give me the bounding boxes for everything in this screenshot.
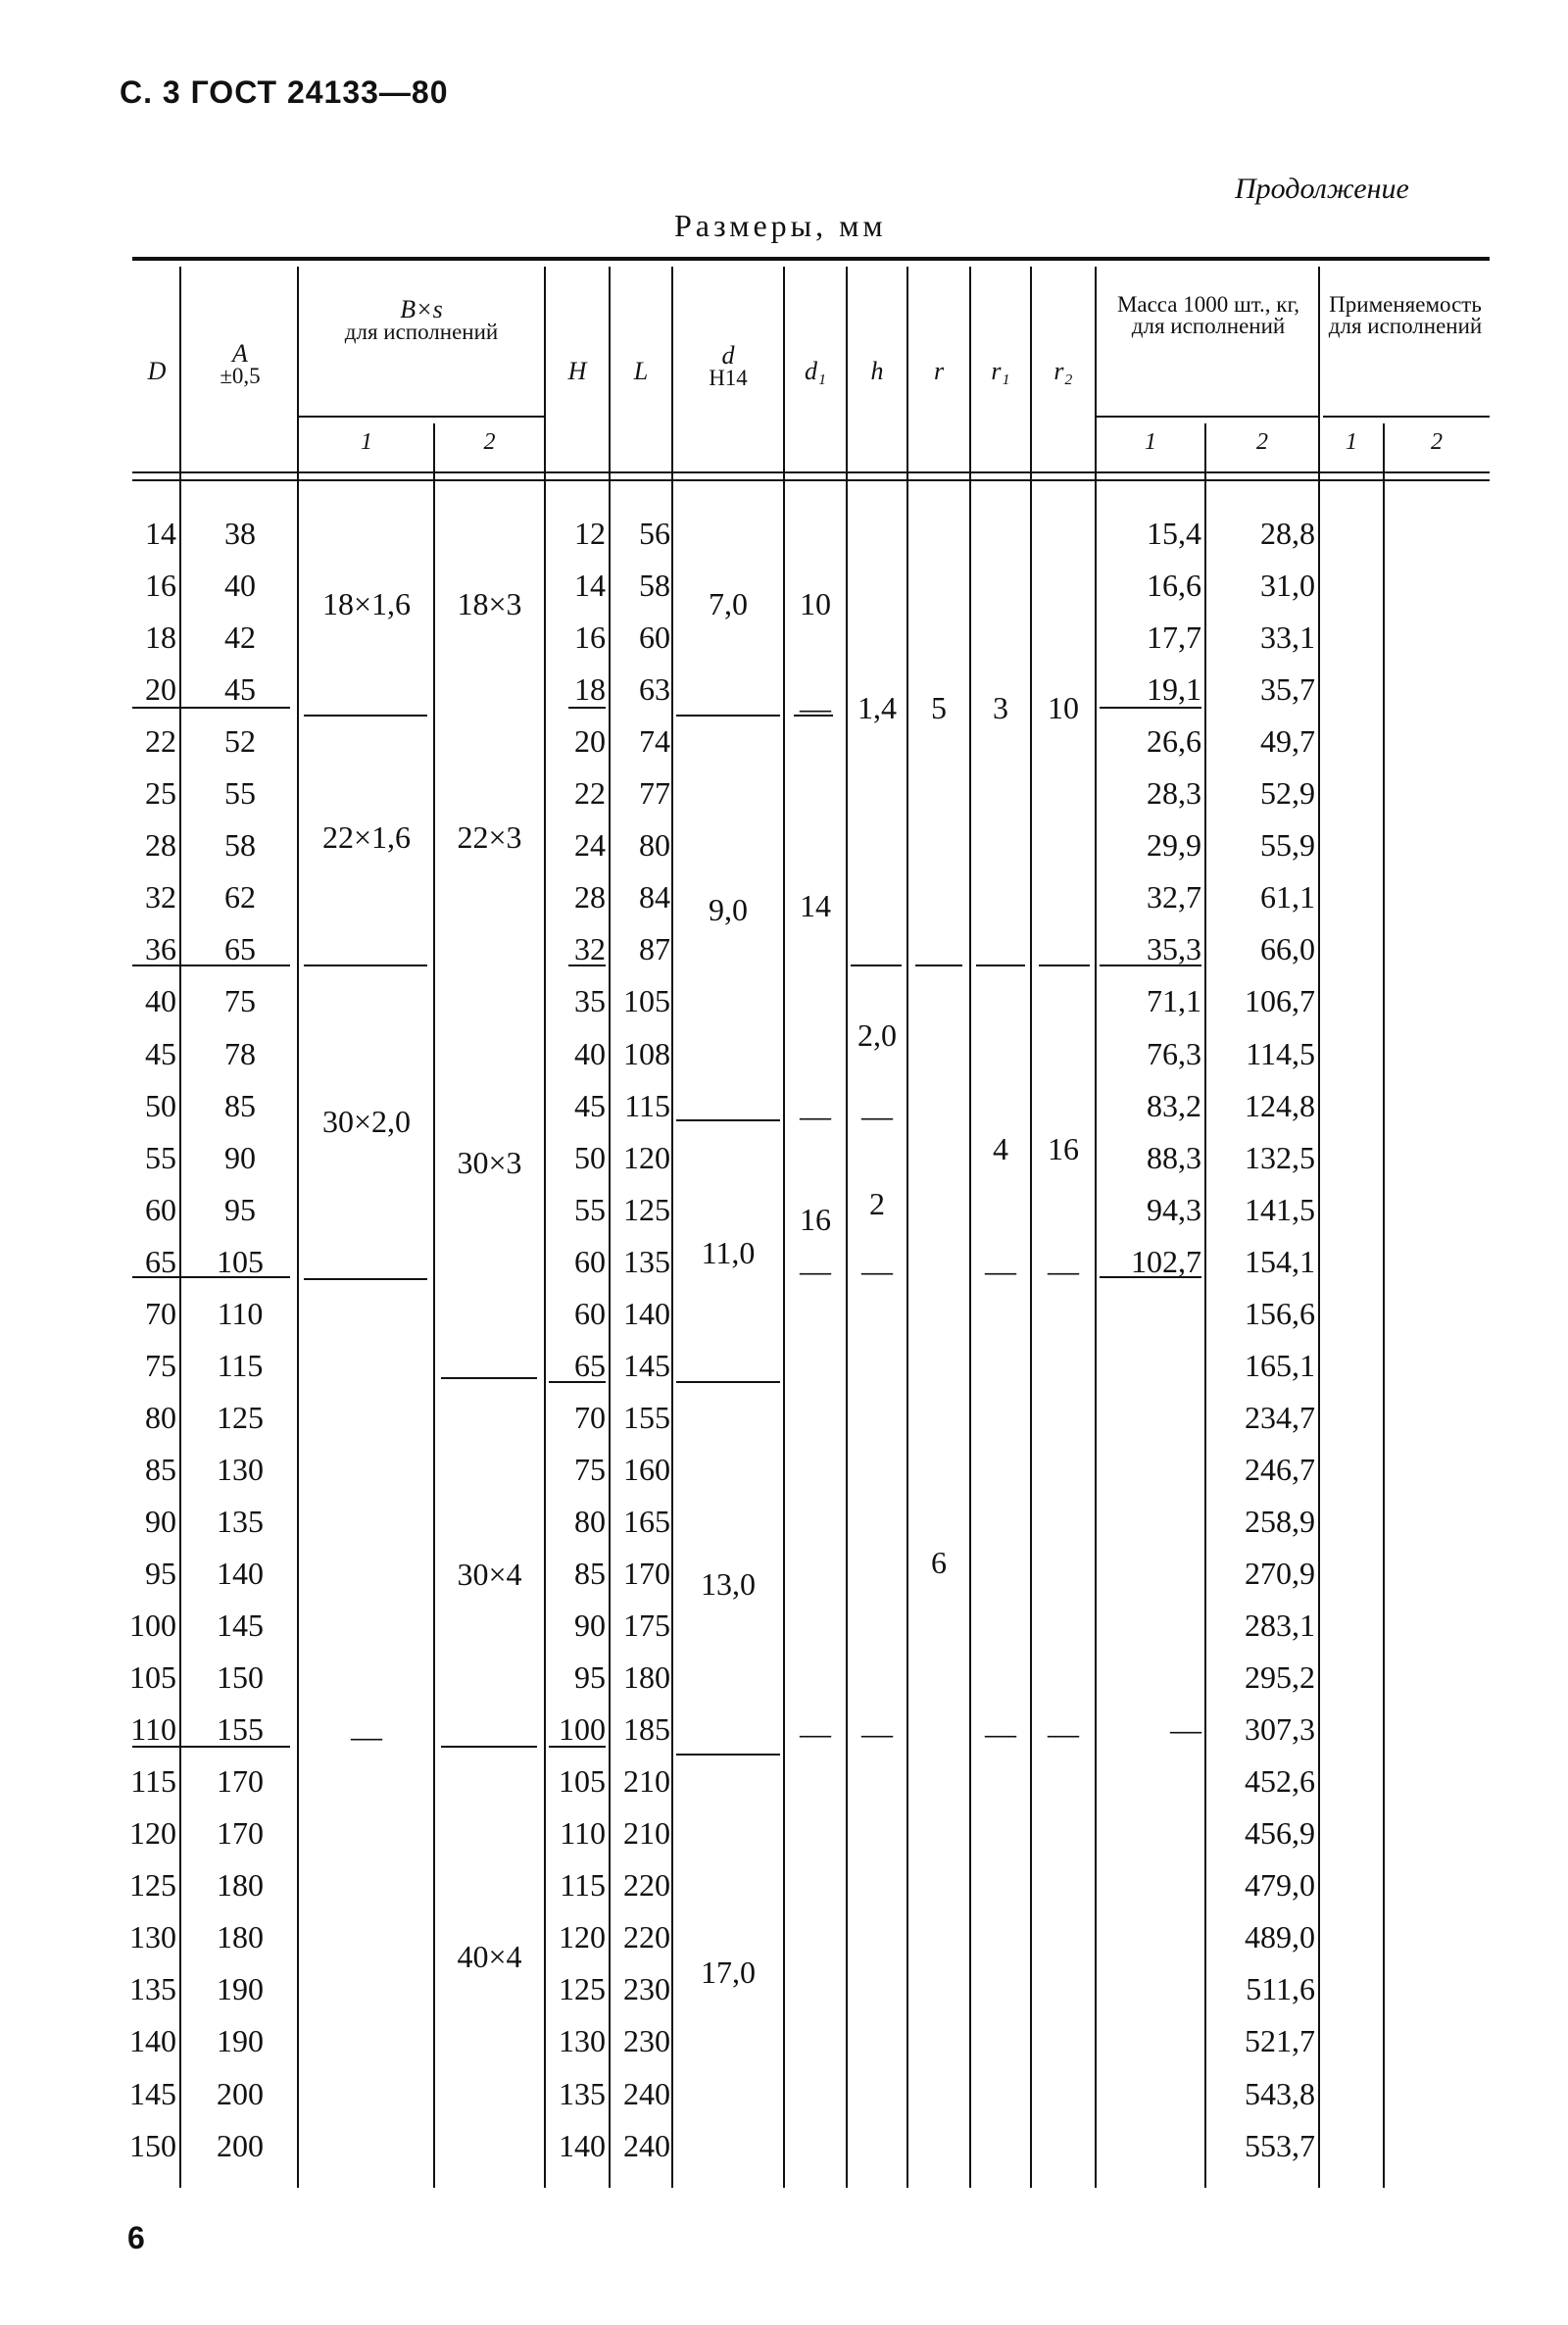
cell-mass-1: 19,1 [1147,671,1201,707]
cell-D: 18 [145,619,176,655]
cell-L: 145 [623,1348,670,1383]
cell-D: 60 [145,1192,176,1227]
cell-H: 16 [574,619,606,655]
cell-L: 230 [623,2023,670,2058]
header-L: L [633,357,649,385]
bs1-group-c: 30×2,0 [321,1104,412,1139]
cell-L: 175 [623,1608,670,1643]
cell-L: 115 [624,1088,670,1123]
cell-H: 24 [574,827,606,863]
r2-group-c-dash: — [1048,1715,1079,1751]
cell-mass-1: 83,2 [1147,1088,1201,1123]
r-group-b: 6 [931,1545,947,1580]
cell-D: 32 [145,879,176,915]
cell-H: 80 [574,1504,606,1539]
cell-D: 75 [145,1348,176,1383]
cell-A: 65 [224,931,256,966]
header-A [186,339,294,388]
header-r1: r₁ [991,357,1010,385]
cell-L: 120 [623,1140,670,1175]
header-d-tolerance: H14 [709,366,748,390]
header-A-tolerance: ±0,5 [220,364,261,388]
continuation-label: Продолжение [1235,173,1409,205]
cell-L: 160 [623,1452,670,1487]
cell-A: 200 [217,2128,264,2163]
header-Bs-sub2: 2 [483,429,496,455]
h-group-c-dash: — [861,1253,893,1288]
cell-H: 60 [574,1296,606,1331]
cell-H: 12 [574,516,606,551]
header-Bs [314,295,529,344]
cell-L: 140 [623,1296,670,1331]
cell-mass-2: 456,9 [1245,1815,1315,1851]
cell-H: 18 [574,671,606,707]
cell-mass-1: 28,3 [1147,775,1201,811]
header-Bs-text: для исполнений [344,320,499,344]
cell-L: 77 [639,775,670,811]
cell-A: 40 [224,568,256,603]
cell-H: 95 [574,1659,606,1695]
cell-L: 105 [623,983,670,1018]
cell-H: 32 [574,931,606,966]
cell-D: 65 [145,1244,176,1279]
cell-A: 115 [217,1348,264,1383]
cell-A: 75 [224,983,256,1018]
header-r2: r₂ [1054,357,1073,385]
cell-A: 90 [224,1140,256,1175]
cell-A: 140 [217,1556,264,1591]
d1-group-b: 14 [800,888,831,923]
cell-mass-2: 543,8 [1245,2076,1315,2111]
cell-D: 115 [130,1763,176,1799]
cell-D: 105 [129,1659,176,1695]
bs2-group-c: 30×3 [457,1145,522,1180]
cell-L: 155 [623,1400,670,1435]
cell-H: 45 [574,1088,606,1123]
bs2-group-e: 40×4 [457,1939,522,1974]
cell-H: 50 [574,1140,606,1175]
cell-mass-1: 94,3 [1147,1192,1201,1227]
d-group-b: 9,0 [709,892,748,927]
cell-A: 130 [217,1452,264,1487]
cell-mass-2: 35,7 [1260,671,1315,707]
cell-L: 108 [623,1036,670,1071]
cell-D: 125 [129,1867,176,1903]
header-A-symbol: A [232,339,248,368]
cell-D: 95 [145,1556,176,1591]
r-group-a: 5 [931,690,947,725]
cell-D: 14 [145,516,176,551]
cell-mass-2: 31,0 [1260,568,1315,603]
r1-group-b: 4 [993,1131,1008,1166]
cell-mass-1: 76,3 [1147,1036,1201,1071]
cell-D: 140 [129,2023,176,2058]
r1-group-b-dash: — [985,1253,1016,1288]
d1-group-d-dash: — [800,1715,831,1751]
cell-mass-1: 29,9 [1147,827,1201,863]
cell-L: 180 [623,1659,670,1695]
cell-mass-2: 33,1 [1260,619,1315,655]
cell-D: 20 [145,671,176,707]
cell-L: 135 [623,1244,670,1279]
cell-A: 45 [224,671,256,707]
cell-D: 145 [129,2076,176,2111]
cell-D: 22 [145,723,176,759]
cell-mass-2: 66,0 [1260,931,1315,966]
cell-A: 110 [217,1296,264,1331]
cell-H: 90 [574,1608,606,1643]
cell-D: 110 [130,1711,176,1747]
r1-group-c-dash: — [985,1715,1016,1751]
cell-L: 63 [639,671,670,707]
cell-L: 80 [639,827,670,863]
cell-H: 70 [574,1400,606,1435]
cell-mass-2: 52,9 [1260,775,1315,811]
r2-group-b-dash: — [1048,1253,1079,1288]
r1-group-a: 3 [993,690,1008,725]
cell-H: 120 [559,1919,606,1954]
cell-H: 35 [574,983,606,1018]
header-h: h [870,357,884,385]
header-applicability-sub2: 2 [1431,429,1443,455]
d-group-d: 13,0 [701,1566,756,1602]
cell-mass-2: 61,1 [1260,879,1315,915]
cell-D: 90 [145,1504,176,1539]
d1-group-c-dash: — [800,1253,831,1288]
header-mass-sub1: 1 [1145,429,1156,455]
cell-mass-2: 553,7 [1245,2128,1315,2163]
cell-H: 60 [574,1244,606,1279]
cell-A: 190 [217,1971,264,2006]
cell-A: 180 [217,1919,264,1954]
cell-D: 55 [145,1140,176,1175]
cell-L: 58 [639,568,670,603]
cell-L: 220 [623,1867,670,1903]
document-code: С. 3 ГОСТ 24133—80 [120,74,449,110]
header-applicability-sub1: 1 [1346,429,1357,455]
cell-L: 74 [639,723,670,759]
cell-D: 50 [145,1088,176,1123]
cell-L: 220 [623,1919,670,1954]
cell-mass-2: 283,1 [1245,1608,1315,1643]
cell-mass-2: 307,3 [1245,1711,1315,1747]
cell-H: 110 [560,1815,606,1851]
cell-H: 140 [559,2128,606,2163]
cell-A: 58 [224,827,256,863]
cell-mass-2: 270,9 [1245,1556,1315,1591]
cell-H: 14 [574,568,606,603]
cell-L: 240 [623,2076,670,2111]
cell-H: 85 [574,1556,606,1591]
cell-D: 85 [145,1452,176,1487]
cell-mass-2: 234,7 [1245,1400,1315,1435]
cell-mass-1: 16,6 [1147,568,1201,603]
cell-D: 135 [129,1971,176,2006]
cell-D: 16 [145,568,176,603]
cell-A: 170 [217,1815,264,1851]
cell-L: 87 [639,931,670,966]
cell-mass-1: 71,1 [1147,983,1201,1018]
cell-A: 95 [224,1192,256,1227]
cell-mass-2: 511,6 [1246,1971,1315,2006]
cell-A: 190 [217,2023,264,2058]
cell-D: 25 [145,775,176,811]
header-D: D [147,357,167,385]
cell-mass-2: 114,5 [1246,1036,1315,1071]
header-d1: d₁ [804,357,827,385]
cell-A: 155 [217,1711,264,1747]
header-H: H [567,357,587,385]
d1-group-a: 10 [800,586,831,621]
cell-mass-2: 489,0 [1245,1919,1315,1954]
units-caption: Размеры, мм [674,208,887,243]
cell-H: 22 [574,775,606,811]
header-d-symbol: d [721,341,735,370]
cell-L: 165 [623,1504,670,1539]
cell-L: 240 [623,2128,670,2163]
cell-A: 55 [224,775,256,811]
cell-H: 28 [574,879,606,915]
d-group-e: 17,0 [701,1954,756,1990]
header-Bs-sub1: 1 [361,429,372,455]
cell-A: 85 [224,1088,256,1123]
h-group-d-dash: — [861,1715,893,1751]
cell-mass-2: 49,7 [1260,723,1315,759]
cell-A: 180 [217,1867,264,1903]
bs1-group-d: — [351,1718,382,1754]
cell-L: 125 [623,1192,670,1227]
header-d [672,341,784,390]
d-group-a: 7,0 [709,586,748,621]
cell-A: 62 [224,879,256,915]
cell-mass-2: 154,1 [1245,1244,1315,1279]
cell-H: 20 [574,723,606,759]
header-applicability: Применяемость для исполнений [1328,292,1483,338]
r2-group-a: 10 [1048,690,1079,725]
cell-H: 130 [559,2023,606,2058]
cell-D: 28 [145,827,176,863]
cell-mass-1: 88,3 [1147,1140,1201,1175]
cell-D: 36 [145,931,176,966]
header-Bs-symbol: B×s [400,295,443,323]
h-group-b-dash: — [861,1098,893,1133]
cell-A: 42 [224,619,256,655]
cell-D: 100 [129,1608,176,1643]
d1-group-b-dash: — [800,1098,831,1133]
h-group-c: 2 [869,1186,885,1221]
cell-mass-2: 156,6 [1245,1296,1315,1331]
cell-mass-2: 521,7 [1245,2023,1315,2058]
cell-D: 130 [129,1919,176,1954]
cell-mass-2: 106,7 [1245,983,1315,1018]
cell-D: 80 [145,1400,176,1435]
cell-H: 125 [559,1971,606,2006]
d1-group-c: 16 [800,1202,831,1237]
cell-L: 56 [639,516,670,551]
cell-mass-2: 295,2 [1245,1659,1315,1695]
cell-mass-1: 32,7 [1147,879,1201,915]
cell-H: 135 [559,2076,606,2111]
cell-mass-1: 35,3 [1147,931,1201,966]
cell-A: 145 [217,1608,264,1643]
cell-L: 170 [623,1556,670,1591]
cell-H: 40 [574,1036,606,1071]
d-group-c: 11,0 [701,1235,756,1270]
bs1-group-b: 22×1,6 [321,819,412,855]
cell-A: 38 [224,516,256,551]
bs2-group-b: 22×3 [457,819,522,855]
cell-mass-2: 479,0 [1245,1867,1315,1903]
cell-mass-2: 452,6 [1245,1763,1315,1799]
cell-mass-1: 102,7 [1131,1244,1201,1279]
cell-mass-2: 132,5 [1245,1140,1315,1175]
cell-A: 52 [224,723,256,759]
d1-group-a-dash: — [800,690,831,725]
cell-H: 75 [574,1452,606,1487]
cell-mass-1: 15,4 [1147,516,1201,551]
cell-mass-2: 165,1 [1245,1348,1315,1383]
bs2-group-a: 18×3 [457,586,522,621]
cell-mass-2: 55,9 [1260,827,1315,863]
cell-A: 170 [217,1763,264,1799]
cell-D: 40 [145,983,176,1018]
cell-mass-1: 26,6 [1147,723,1201,759]
cell-H: 55 [574,1192,606,1227]
cell-L: 185 [623,1711,670,1747]
cell-mass-1: 17,7 [1147,619,1201,655]
cell-L: 84 [639,879,670,915]
cell-D: 150 [129,2128,176,2163]
header-mass: Масса 1000 шт., кг, для исполнений [1116,292,1300,338]
cell-A: 135 [217,1504,264,1539]
cell-H: 100 [559,1711,606,1747]
cell-L: 230 [623,1971,670,2006]
bs1-group-a: 18×1,6 [321,586,412,621]
cell-mass-2: 124,8 [1245,1088,1315,1123]
cell-L: 210 [623,1815,670,1851]
h-group-b: 2,0 [858,1017,897,1053]
cell-H: 115 [560,1867,606,1903]
cell-D: 70 [145,1296,176,1331]
cell-mass-1: — [1170,1711,1201,1747]
cell-H: 65 [574,1348,606,1383]
cell-L: 210 [623,1763,670,1799]
page-number: 6 [127,2220,145,2255]
cell-mass-2: 246,7 [1245,1452,1315,1487]
r2-group-b: 16 [1048,1131,1079,1166]
header-r: r [933,357,945,385]
h-group-a: 1,4 [858,690,897,725]
cell-D: 120 [129,1815,176,1851]
cell-mass-2: 141,5 [1245,1192,1315,1227]
cell-H: 105 [559,1763,606,1799]
header-mass-sub2: 2 [1256,429,1268,455]
cell-L: 60 [639,619,670,655]
bs2-group-d: 30×4 [457,1557,522,1592]
cell-A: 200 [217,2076,264,2111]
cell-A: 105 [217,1244,264,1279]
cell-A: 150 [217,1659,264,1695]
cell-mass-2: 258,9 [1245,1504,1315,1539]
cell-D: 45 [145,1036,176,1071]
cell-mass-2: 28,8 [1260,516,1315,551]
cell-A: 125 [217,1400,264,1435]
cell-A: 78 [224,1036,256,1071]
